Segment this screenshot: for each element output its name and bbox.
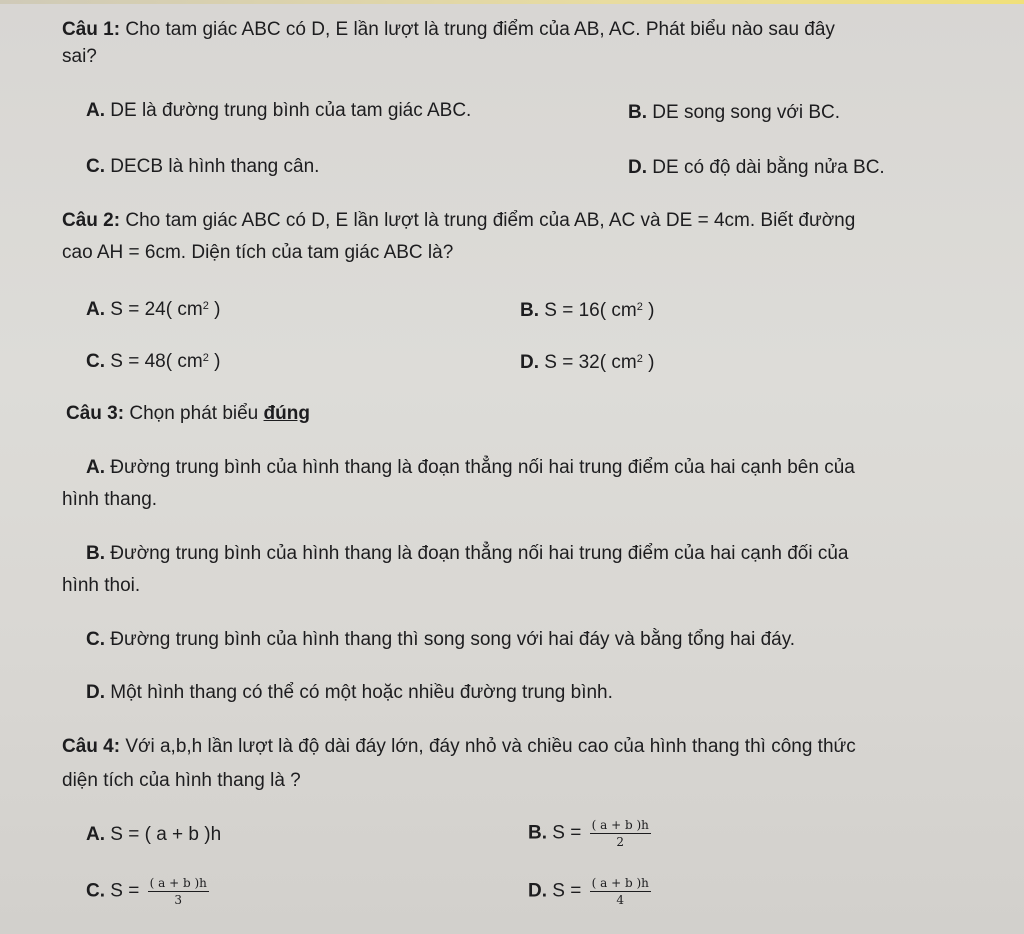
q1-text: Cho tam giác ABC có D, E lần lượt là trung điểm của AB, AC. Phát biểu nào sau đây [125, 19, 835, 40]
q4-option-b[interactable] [528, 818, 651, 849]
option-text: hình thang. [62, 489, 158, 510]
q3-option-a-line2[interactable] [62, 487, 157, 513]
q3-option-c[interactable] [86, 627, 795, 653]
q1-option-a[interactable] [86, 98, 471, 124]
option-text: DE là đường trung bình của tam giác ABC. [110, 100, 472, 121]
q2-option-b[interactable] [520, 294, 654, 324]
option-label: C. [86, 156, 105, 177]
paren: ) [642, 352, 655, 373]
q3-text: Chọn phát biểu [129, 403, 264, 424]
formula-lhs: S = [552, 822, 582, 844]
option-label: D. [528, 880, 547, 902]
fraction-denominator: 4 [616, 893, 625, 907]
option-label: B. [86, 543, 105, 564]
option-label: A. [86, 100, 105, 121]
paren: ) [642, 300, 655, 321]
option-label: B. [628, 102, 647, 123]
q4-text: Với a,b,h lần lượt là độ dài đáy lớn, đáy nhỏ và chiều cao của hình thang thì công thức [125, 736, 856, 757]
q4-option-d[interactable] [528, 876, 651, 907]
q3-option-a-line1[interactable] [86, 455, 855, 481]
q4-option-a[interactable] [86, 822, 221, 848]
q1-option-d[interactable] [628, 155, 885, 181]
option-text: S = ( a + b )h [110, 824, 222, 845]
option-text: S = 48( cm [110, 351, 203, 372]
q1-option-b[interactable] [628, 100, 840, 126]
option-text: S = 16( cm [544, 300, 637, 321]
option-label: A. [86, 824, 105, 845]
formula-lhs: S = [552, 880, 582, 902]
option-label: B. [520, 300, 539, 321]
q2-text-2: cao AH = 6cm. Diện tích của tam giác ABC là? [62, 242, 454, 263]
q4-label: Câu 4: [62, 736, 121, 757]
q1-option-c[interactable] [86, 154, 319, 180]
option-label: B. [528, 822, 547, 844]
fraction [148, 876, 209, 907]
option-text: Đường trung bình của hình thang là đoạn thẳng nối hai trung điểm của hai cạnh đối của [110, 543, 849, 564]
q4-stem-line1 [62, 734, 856, 760]
q4-stem-line2 [62, 768, 301, 794]
option-label: A. [86, 457, 105, 478]
q3-stem [66, 401, 310, 427]
option-text: Đường trung bình của hình thang là đoạn thẳng nối hai trung điểm của hai cạnh bên của [110, 457, 855, 478]
fraction [590, 818, 651, 849]
formula-lhs: S = [110, 880, 140, 902]
option-label: C. [86, 629, 105, 650]
paren: ) [208, 351, 221, 372]
q2-stem-line1 [62, 208, 855, 234]
q2-option-c[interactable] [86, 345, 220, 375]
fraction-numerator: ( a + b )h [591, 876, 649, 890]
option-label: D. [628, 157, 647, 178]
q2-stem-line2 [62, 240, 453, 266]
option-text: Một hình thang có thể có một hoặc nhiều đường trung bình. [110, 682, 613, 703]
q1-label: Câu 1: [62, 19, 121, 40]
fraction-denominator: 3 [174, 893, 183, 907]
option-label: C. [86, 351, 105, 372]
q1-stem-line1 [62, 17, 835, 43]
fraction [590, 876, 651, 907]
option-text: S = 24( cm [110, 299, 203, 320]
option-text: DECB là hình thang cân. [110, 156, 320, 177]
exponent: 2 [202, 352, 209, 364]
option-label: C. [86, 880, 105, 902]
option-text: DE song song với BC. [652, 102, 841, 123]
q2-label: Câu 2: [62, 210, 121, 231]
q3-emphasis: đúng [263, 403, 310, 424]
fraction-denominator: 2 [616, 835, 625, 849]
q2-text: Cho tam giác ABC có D, E lần lượt là trung điểm của AB, AC và DE = 4cm. Biết đường [125, 210, 856, 231]
q1-text-sai: sai? [62, 46, 97, 67]
exponent: 2 [636, 353, 643, 365]
fraction-numerator: ( a + b )h [591, 818, 649, 832]
exponent: 2 [202, 300, 209, 312]
option-label: D. [520, 352, 539, 373]
option-text: Đường trung bình của hình thang thì song song với hai đáy và bằng tổng hai đáy. [110, 629, 796, 650]
option-text: S = 32( cm [544, 352, 637, 373]
q3-option-d[interactable] [86, 680, 613, 706]
q3-label: Câu 3: [66, 403, 125, 424]
option-label: D. [86, 682, 105, 703]
option-text: hình thoi. [62, 575, 141, 596]
q3-option-b-line1[interactable] [86, 541, 848, 567]
paren: ) [208, 299, 221, 320]
q4-option-c[interactable] [86, 876, 209, 907]
q2-option-d[interactable] [520, 346, 654, 376]
exponent: 2 [636, 301, 643, 313]
option-label: A. [86, 299, 105, 320]
q3-option-b-line2[interactable] [62, 573, 140, 599]
fraction-numerator: ( a + b )h [149, 876, 207, 890]
q1-stem-line2 [62, 44, 97, 70]
q4-text-2: diện tích của hình thang là ? [62, 770, 301, 791]
option-text: DE có độ dài bằng nửa BC. [652, 157, 885, 178]
q2-option-a[interactable] [86, 293, 220, 323]
top-edge-strip [0, 0, 1024, 4]
